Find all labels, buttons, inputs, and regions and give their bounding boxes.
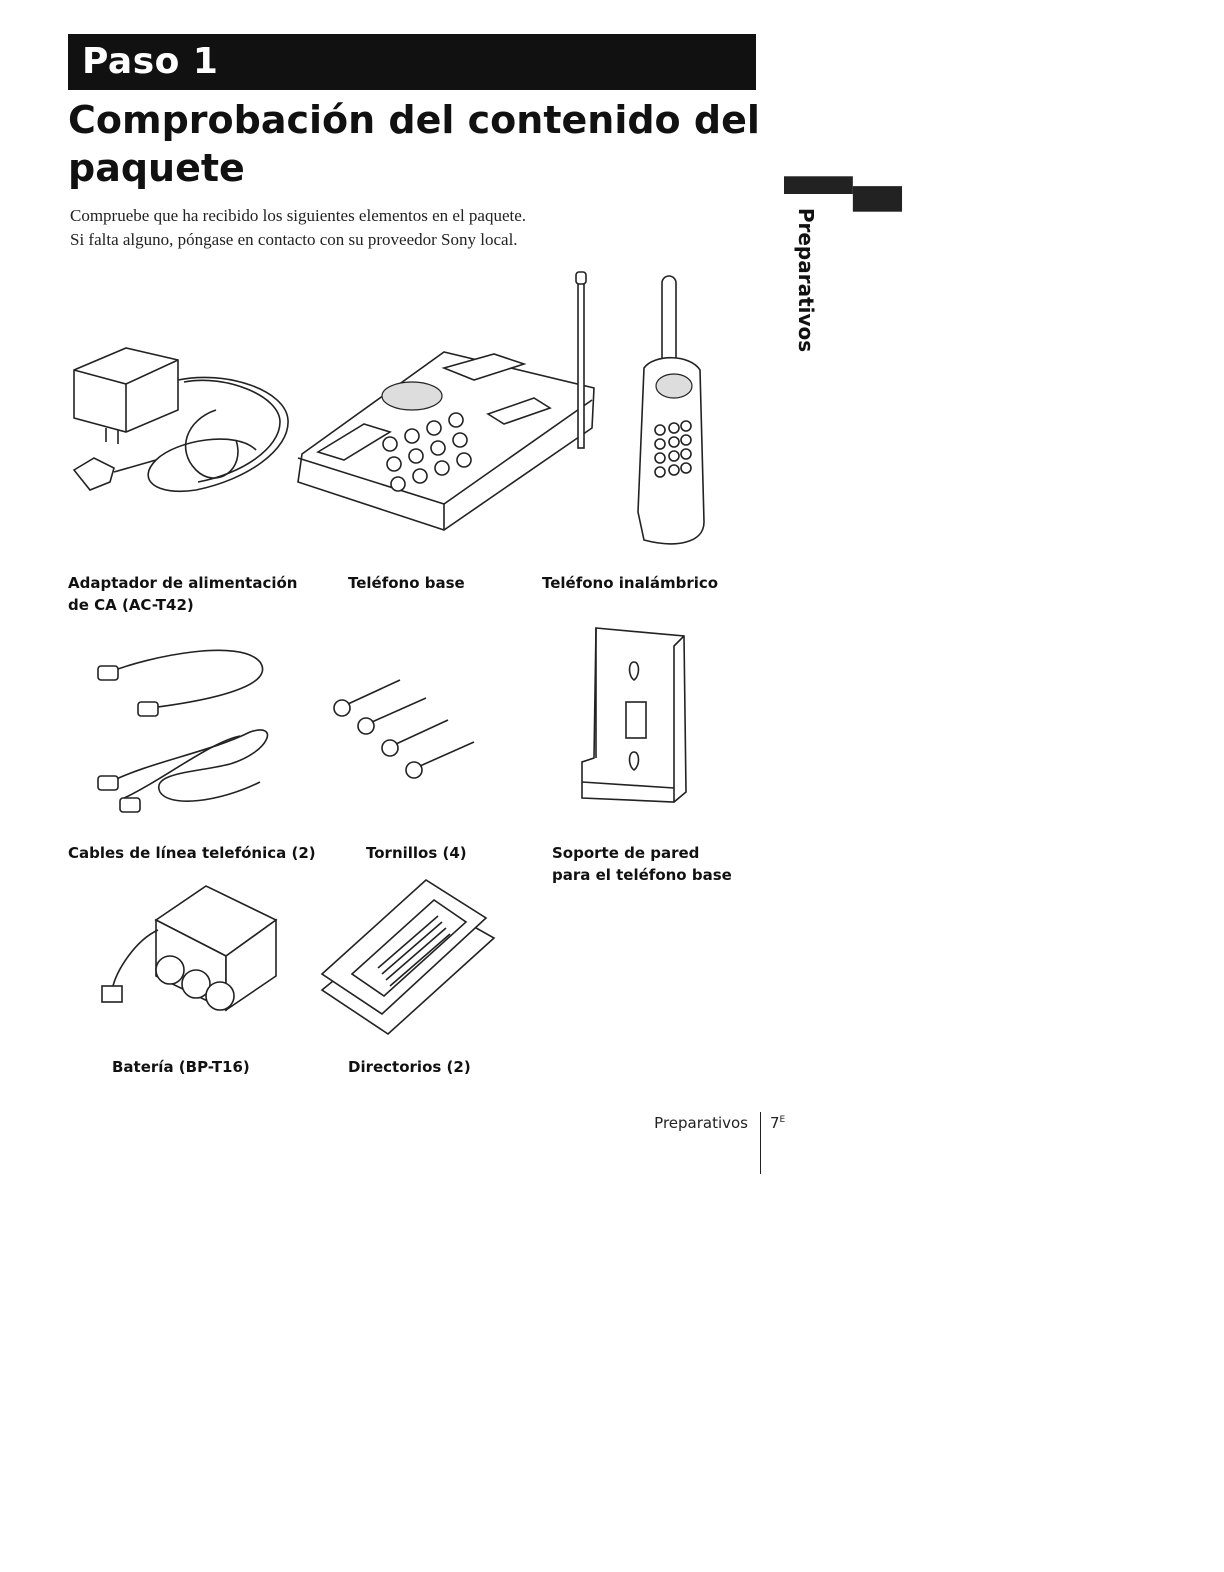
caption-screws: Tornillos (4) [366,844,467,862]
section-tab-marker [784,176,904,212]
base-phone-illustration [294,268,604,538]
caption-wall-bracket-line1: Soporte de pared [552,844,700,862]
intro-line2: Si falta alguno, póngase en contacto con su proveedor Sony local. [70,230,518,249]
caption-handset: Teléfono inalámbrico [542,574,719,592]
caption-ac-adapter [68,572,298,616]
screws-illustration [330,670,480,790]
handset-illustration [624,272,724,552]
battery-illustration [96,880,286,1030]
caption-ac-adapter-line1: Adaptador de alimentación [68,574,298,592]
caption-wall-bracket-line2: para el teléfono base [552,866,732,884]
caption-directories: Directorios (2) [348,1058,471,1076]
page-number-suffix: E [779,1115,786,1125]
step-label: Paso 1 [82,41,219,82]
intro-line1: Compruebe que ha recibido los siguientes elementos en el paquete. [70,206,527,225]
ac-adapter-illustration [66,330,306,510]
caption-battery: Batería (BP-T16) [112,1058,250,1076]
step-banner [68,34,756,90]
page-number-value: 7 [770,1114,780,1132]
caption-wall-bracket [552,842,732,886]
page-title-line2: paquete [68,146,245,190]
line-cords-illustration [90,632,290,832]
page-title [68,96,768,192]
footer-section-label: Preparativos [654,1114,748,1132]
directories-illustration [318,874,502,1054]
page-title-line1: Comprobación del contenido del [68,98,760,142]
caption-line-cords: Cables de línea telefónica (2) [68,844,316,862]
intro-text [70,204,730,252]
caption-ac-adapter-line2: de CA (AC-T42) [68,596,194,614]
page-number [770,1114,785,1132]
footer-divider [760,1112,761,1174]
wall-bracket-illustration [574,622,694,822]
section-tab-label: Preparativos [794,207,818,353]
caption-base-phone: Teléfono base [348,574,465,592]
